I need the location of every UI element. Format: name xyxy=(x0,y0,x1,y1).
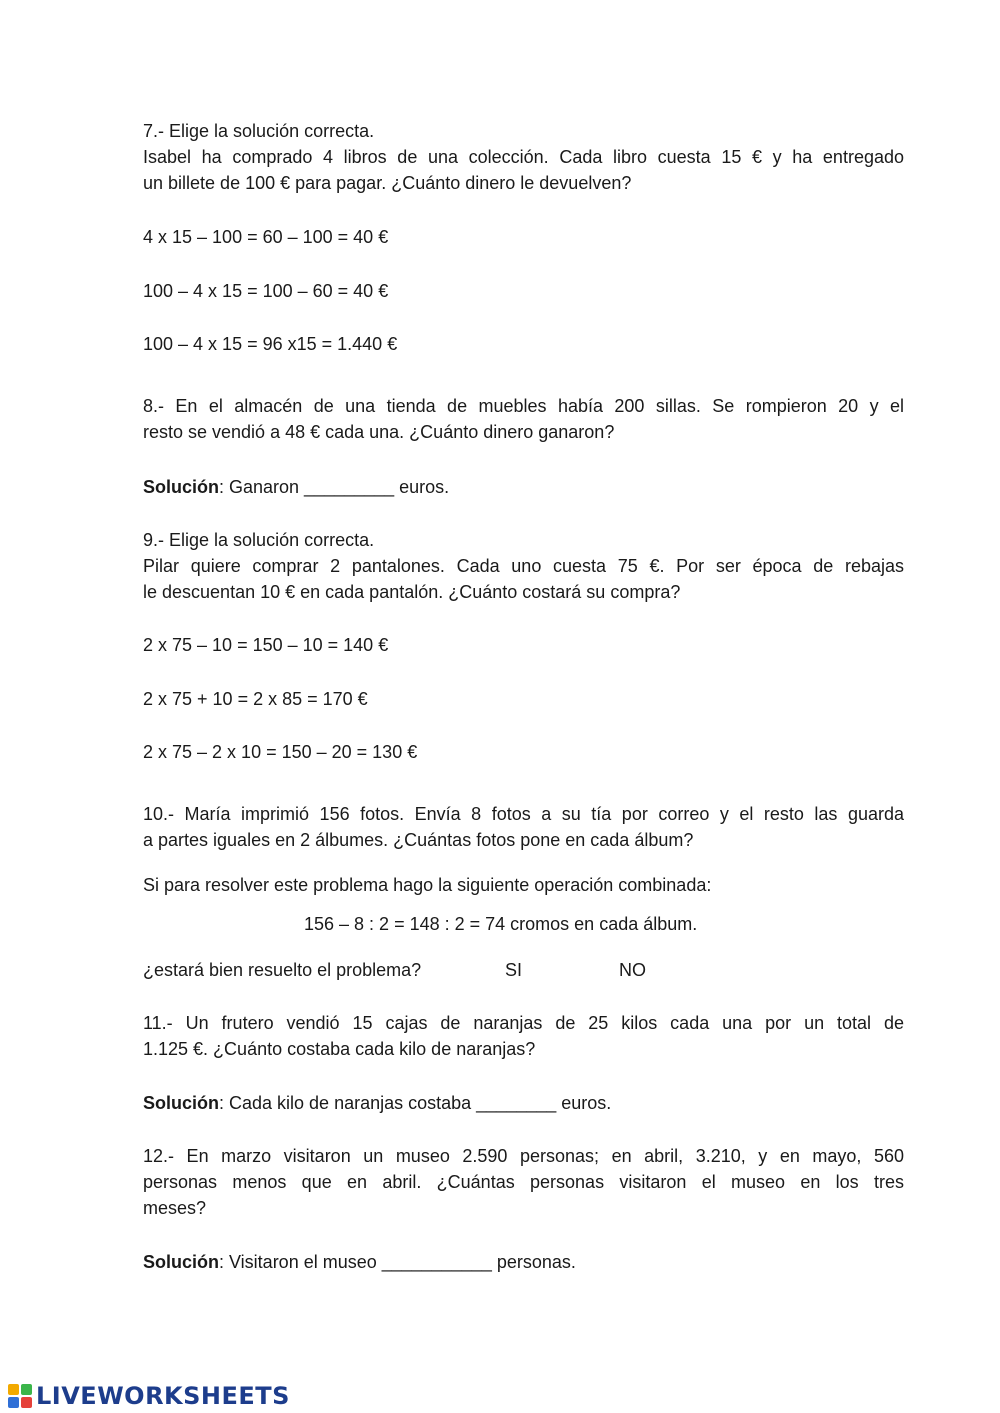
q12-solution-text[interactable]: : Visitaron el museo ___________ personas. xyxy=(219,1252,576,1272)
q11-solution-text[interactable]: : Cada kilo de naranjas costaba ________ euros. xyxy=(219,1093,612,1113)
q8-statement: 8.- En el almacén de una tienda de muebles había 200 sillas. Se rompieron 20 y el resto se vendió a 48 € cada una. ¿Cuánto dinero ganaron? xyxy=(143,396,904,442)
q12-solution-label: Solución xyxy=(143,1252,219,1272)
q11-solution-label: Solución xyxy=(143,1093,219,1113)
q9-option-3[interactable]: 2 x 75 – 2 x 10 = 150 – 20 = 130 € xyxy=(143,742,418,762)
q8-solution-label: Solución xyxy=(143,477,219,497)
liveworksheets-logo xyxy=(8,1381,290,1411)
q7-statement: Isabel ha comprado 4 libros de una colección. Cada libro cuesta 15 € y ha entregado un billete de 100 € para pagar. ¿Cuánto dinero le devuelven? xyxy=(143,147,904,193)
logo-blocks-icon xyxy=(8,1384,32,1408)
logo-text: LIVEWORKSHEETS xyxy=(36,1382,290,1410)
q8-solution-text[interactable]: : Ganaron _________ euros. xyxy=(219,477,450,497)
q7-option-3[interactable]: 100 – 4 x 15 = 96 x15 = 1.440 € xyxy=(143,334,398,354)
q9-title: 9.- Elige la solución correcta. xyxy=(143,530,375,550)
q10-answer-no[interactable]: NO xyxy=(619,960,646,980)
q10-statement: 10.- María imprimió 156 fotos. Envía 8 fotos a su tía por correo y el resto las guarda a partes iguales en 2 álbumes. ¿Cuántas fotos pone en cada álbum? xyxy=(143,804,904,850)
q9-statement: Pilar quiere comprar 2 pantalones. Cada uno cuesta 75 €. Por ser época de rebajas le descuentan 10 € en cada pantalón. ¿Cuánto costará su compra? xyxy=(143,556,904,602)
q10-answer-yes[interactable]: SI xyxy=(505,960,523,980)
q8-solution xyxy=(143,474,449,500)
q11-solution xyxy=(143,1090,611,1116)
q7-option-1[interactable]: 4 x 15 – 100 = 60 – 100 = 40 € xyxy=(143,227,389,247)
q9-option-2[interactable]: 2 x 75 + 10 = 2 x 85 = 170 € xyxy=(143,689,368,709)
q11-statement: 11.- Un frutero vendió 15 cajas de naranjas de 25 kilos cada una por un total de 1.125 €. ¿Cuánto costaba cada kilo de naranjas? xyxy=(143,1013,904,1059)
q12-statement: 12.- En marzo visitaron un museo 2.590 personas; en abril, 3.210, y en mayo, 560 personas menos que en abril. ¿Cuántas personas visitaron el museo en los tres meses? xyxy=(143,1146,904,1218)
q9-option-1[interactable]: 2 x 75 – 10 = 150 – 10 = 140 € xyxy=(143,635,389,655)
q10-intro: Si para resolver este problema hago la siguiente operación combinada: xyxy=(143,875,712,895)
q7-option-2[interactable]: 100 – 4 x 15 = 100 – 60 = 40 € xyxy=(143,281,389,301)
q7-title: 7.- Elige la solución correcta. xyxy=(143,121,375,141)
q12-solution xyxy=(143,1249,576,1275)
q10-operation: 156 – 8 : 2 = 148 : 2 = 74 cromos en cada álbum. xyxy=(304,914,698,934)
q10-question: ¿estará bien resuelto el problema? xyxy=(143,960,422,980)
